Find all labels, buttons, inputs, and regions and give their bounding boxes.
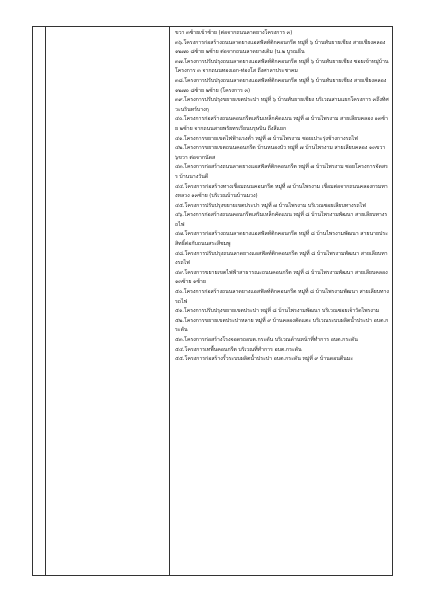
list-item: ๕๓.โครงการก่อสร้างโรงจอดรถอบต.กระดัน บริเวณด้านหน้าที่ทำการ อบต.กระดัน (175, 337, 358, 343)
list-item: ๔๓.โครงการก่อสร้างถนนลาดยางแอสฟัลท์ติกคอนกรีต หมู่ที่ ๗ บ้านไพรงาม ซอยโครงการจัดสรร บ้านนางวันดี (175, 164, 388, 180)
list-item: ๔๘.โครงการปรับปรุงถนนลาดยางแอสฟัลท์ติกคอนกรีต หมู่ที่ ๘ บ้านไพรงามพัฒนา สายเลียบทางรถไฟ (175, 250, 388, 267)
table-column-divider (169, 27, 170, 575)
list-item: ๕๑.โครงการปรับปรุงขยายเขตประปา หมู่ที่ ๘ บ้านไพรงามพัฒนา บริเวณซอยเจ้าวัดไพรงาม (175, 308, 380, 315)
list-item: ๓๘.โครงการปรับปรุงถนนลาดยางแอสฟัลท์ติกคอนกรีต หมู่ที่ ๖ บ้านทับยายเชียง สายเชียงคลอง ๑๒๗๐ ๘ซ้าย ๒ซ้าย (โครงการ ๓) (175, 77, 387, 94)
table-column-divider (45, 27, 46, 575)
list-item: ๔๒.โครงการขยายเขตถนนคอนกรีต บ้านหนองบัว หมู่ที่ ๗ บ้านไพรงาม สายเลียบคลอง ๑๓ขวา ๖ขวา ต่อจากนัดส (175, 145, 386, 161)
list-item: ๔๑.โครงการขยายเขตไฟฟ้าแรงต่ำ หมู่ที่ ๗ บ้านไพรงาม ซอยเปาะรุ่งช้างกางรถไฟ (175, 135, 358, 142)
list-item: ๔๙.โครงการขยายเขตไฟฟ้าสาธารณะถนนคอนกรีต หมู่ที่ ๘ บ้านไพรงามพัฒนา สายเลียบคลอง ๑๓ซ้าย ๑ซ้าย (175, 269, 388, 286)
project-list (175, 29, 389, 365)
list-item: ๕๒.โครงการขยายเขตประปาหลาย หมู่ที่ ๙ บ้านคลองตัดแตะ บริเวณระบบผลิตน้ำประปา อบต.กระดัน (175, 317, 389, 334)
list-item: ๓๙.โครงการปรับปรุงขยายเขตประปา หมู่ที่ ๖ บ้านทับยายเชียง บริเวณสามแยกโครงการ ๓ถึงทิศวะนรินทร์บางกุ (175, 97, 389, 113)
list-item: ๓๖.โครงการก่อสร้างถนนลาดยางแอสฟัลท์ติกคอนกรีต หมู่ที่ ๖ บ้านทับยายเชียง สายเชียงคลอง ๑๒๗๐ ๘ซ้าย ๒ซ้าย ต่อจากถนนลาดยางเดิม (น.๒ บูรณธีน (175, 39, 386, 56)
list-item: ๕๔.โครงการเทพื้นคอนกรีต บริเวณที่ทำการ อบต.กระดัน (175, 346, 302, 353)
list-item: ๔๕.โครงการปรับปรุงขยายเขตประปา หมู่ที่ ๗ บ้านไพรงาม บริเวณซอยเลียบทางรถไฟ (175, 202, 366, 209)
list-item: ๕๐.โครงการก่อสร้างถนนลาดยางแอสฟัลท์ติกคอนกรีต หมู่ที่ ๘ บ้านไพรงามพัฒนา สายเลียบทางรถไฟ (175, 289, 389, 305)
list-item: ๔๔.โครงการก่อสร้างทางเชื่อมถนนคอนกรีต หมู่ที่ ๗ บ้านไพรงาม เชื่อมต่อจากถนนคลองกรมทางหลวง ๑๓ซ้าย (บริเวณบ้านบ้านมวง) (175, 183, 388, 200)
list-item: ๓๗.โครงการปรับปรุงถนนลาดยางแอสฟัลท์ติกคอนกรีต หมู่ที่ ๖ บ้านทับยายเชียง ซอยเข้าหมู่บ้านโครงการ ๓ จากถนนทองเอก-ท่องโส ถึงศาลาประชาคม (175, 58, 389, 75)
list-item: ๔๐.โครงการก่อสร้างถนนคอนกรีตเสริมเหล็กคัดแบน หมู่ที่ ๗ บ้านไพรงาม สายเลียบคลอง ๑๓ซ้าย ๒ซ้าย จากถนนสายพรัยทรเรียนบรุษบิน ถึงสีแยก (175, 116, 388, 132)
list-item: ๔๖.โครงการก่อสร้างถนนคอนกรีตเสริมเหล็กคัดแบน หมู่ที่ ๘ บ้านไพรงามพัฒนา สายเลียบทางรถไฟ (175, 212, 388, 228)
project-table (32, 26, 393, 576)
list-item: ขวา ๓ซ้ายเข้าซ้าย (ต่อจากถนนลาดยางโครงการ ๓) (175, 30, 293, 36)
list-item: ๔๗.โครงการก่อสร้างถนนลาดยางแอสฟัลท์ติกคอนกรีต หมู่ที่ ๘ บ้านไพรงามพัฒนา สายนายประสิทธิ์ต่อกับถนนสระสีชมพู (175, 231, 388, 248)
list-item: ๕๕.โครงการก่อสร้างรั้วระบบผลิตน้ำประปา อบต.กระดัน หมู่ที่ ๙ บ้านดอนตีนมะ (175, 356, 353, 363)
